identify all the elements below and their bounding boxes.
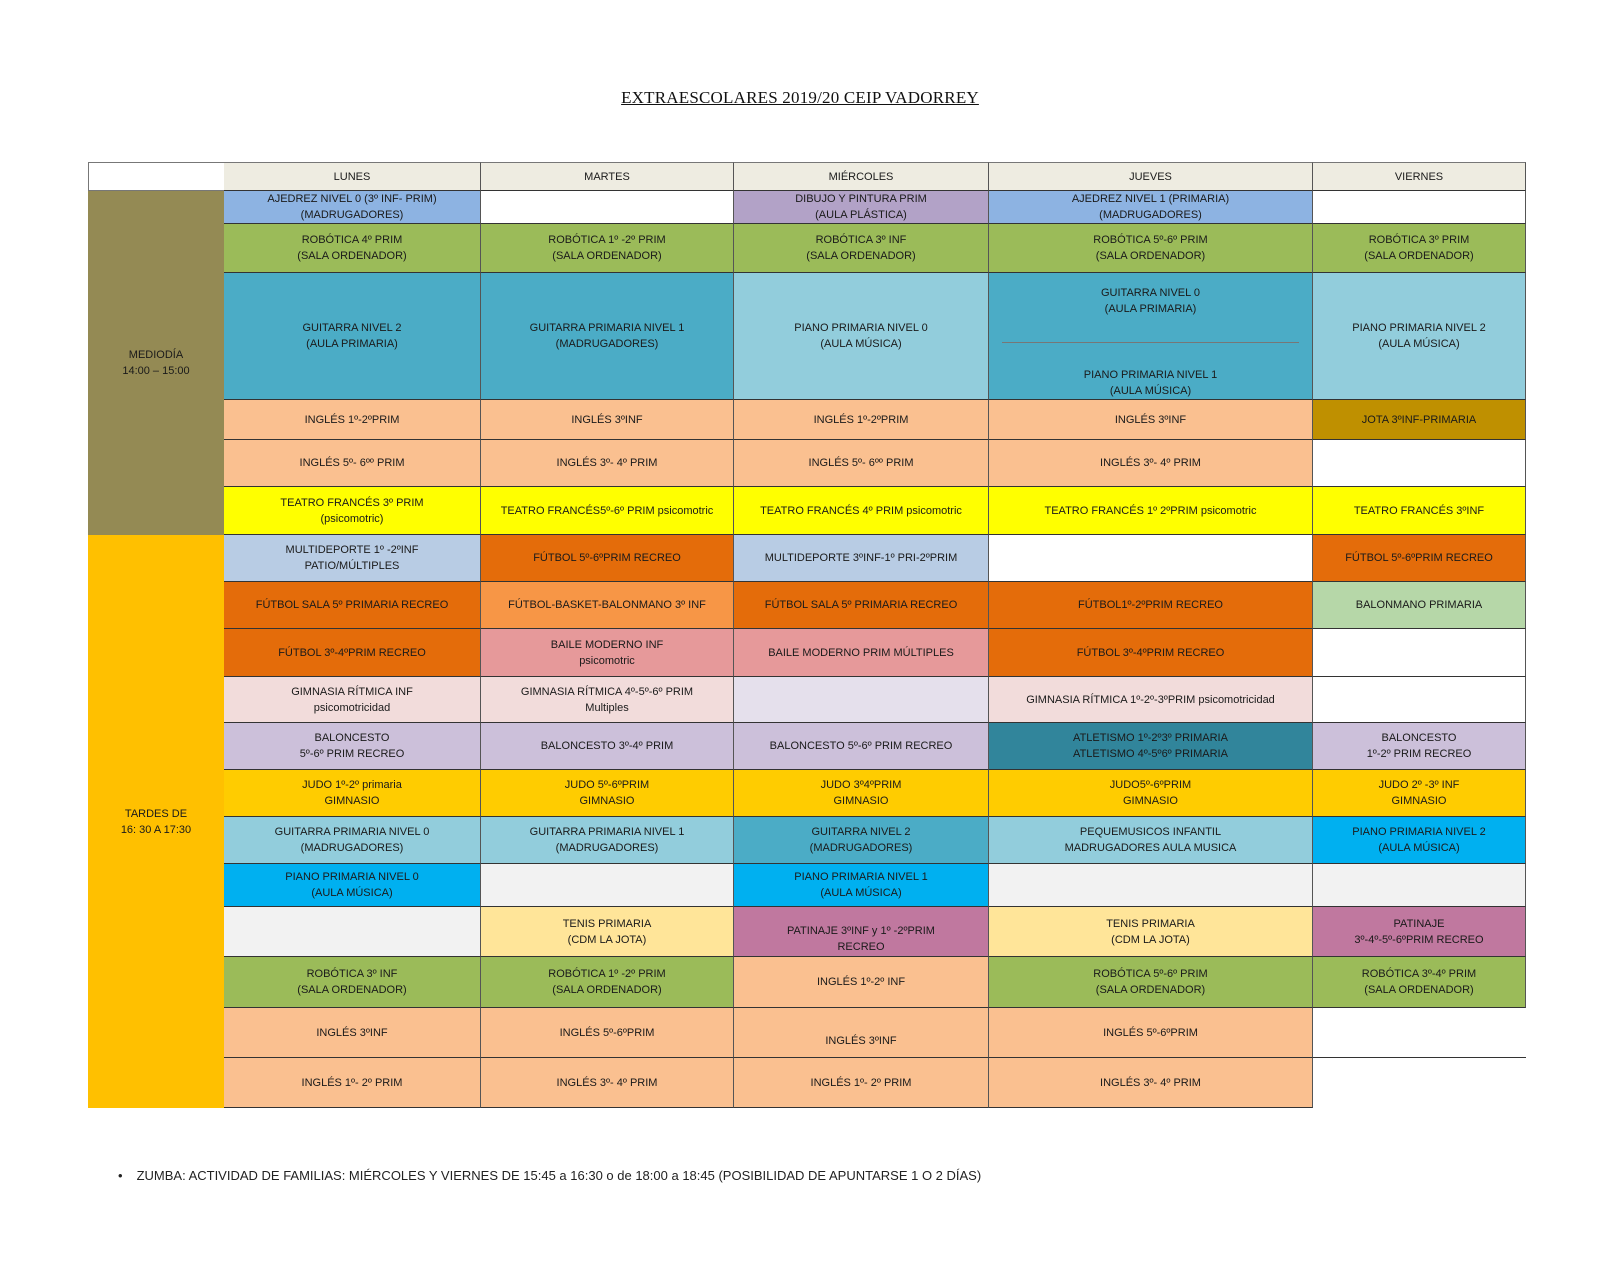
activity-text: BAILE MODERNO PRIM MÚLTIPLES xyxy=(768,646,954,659)
activity-text: ROBÓTICA 4º PRIM xyxy=(301,234,403,246)
activity-text: BALONMANO PRIMARIA xyxy=(1355,599,1483,611)
activity-cell xyxy=(481,629,734,677)
activity-cell xyxy=(224,677,481,723)
empty-cell xyxy=(224,907,481,957)
activity-cell xyxy=(481,487,734,535)
empty-cell xyxy=(1313,864,1526,907)
activity-cell xyxy=(989,273,1313,400)
activity-text: JUDO 2º -3º INF xyxy=(1378,779,1460,791)
activity-text: INGLÉS 5º- 6ºº PRIM xyxy=(808,457,914,469)
activity-text: INGLÉS 1º-2º INF xyxy=(816,976,906,988)
activity-text: INGLÉS 3º- 4º PRIM xyxy=(556,457,658,469)
activity-text: INGLÉS 3ºINF xyxy=(571,413,643,426)
activity-text: INGLÉS 3º- 4º PRIM xyxy=(556,1076,658,1089)
activity-text: GUITARRA PRIMARIA NIVEL 1 xyxy=(529,826,685,838)
activity-cell xyxy=(481,677,734,723)
activity-cell xyxy=(1313,817,1526,864)
divider xyxy=(1002,342,1298,343)
activity-text: GIMNASIA RÍTMICA INF xyxy=(291,685,413,698)
block-label-line: 14:00 – 15:00 xyxy=(122,365,190,377)
activity-cell xyxy=(989,907,1313,957)
activity-cell xyxy=(224,957,481,1008)
activity-cell xyxy=(734,907,989,957)
empty-cell xyxy=(989,864,1313,907)
activity-cell xyxy=(989,629,1313,677)
zumba-note: ZUMBA: ACTIVIDAD DE FAMILIAS: MIÉRCOLES Y VIERNES DE 15:45 a 16:30 o de 18:00 a 18:45 (POSIBILIDAD DE APUNTARSE 1 O 2 DÍAS) xyxy=(136,1168,982,1183)
activity-cell xyxy=(734,400,989,440)
activity-cell xyxy=(734,273,989,400)
block-label-line: 16: 30 A 17:30 xyxy=(120,823,192,836)
activity-text: JUDO5º-6ºPRIM xyxy=(1109,779,1192,791)
empty-cell xyxy=(1313,677,1526,723)
activity-text: (SALA ORDENADOR) xyxy=(552,250,662,262)
activity-cell xyxy=(734,191,989,224)
activity-cell xyxy=(734,629,989,677)
activity-cell xyxy=(224,224,481,273)
activity-text: FÚTBOL 5º-6ºPRIM RECREO xyxy=(533,552,681,564)
activity-cell xyxy=(734,723,989,770)
activity-text: PEQUEMUSICOS INFANTIL xyxy=(1079,826,1222,838)
activity-text: (AULA MÚSICA) xyxy=(311,887,393,899)
activity-text: ROBÓTICA 5º-6º PRIM xyxy=(1093,968,1208,980)
activity-text: (SALA ORDENADOR) xyxy=(1095,984,1206,996)
activity-text: (SALA ORDENADOR) xyxy=(1364,984,1474,996)
header-martes: MARTES xyxy=(481,162,734,191)
block-label-tardes xyxy=(88,535,224,1108)
activity-text: (AULA MÚSICA) xyxy=(1378,842,1460,854)
activity-text: ROBÓTICA 3º INF xyxy=(306,968,398,980)
activity-text: GIMNASIA RÍTMICA 1º-2º-3ºPRIM psicomotricidad xyxy=(1026,693,1275,706)
activity-text: INGLÉS 5º-6ºPRIM xyxy=(1103,1026,1198,1039)
activity-text: ROBÓTICA 3º INF xyxy=(815,234,907,246)
activity-cell xyxy=(734,817,989,864)
activity-text: FÚTBOL SALA 5º PRIMARIA RECREO xyxy=(255,599,449,611)
activity-text: BALONCESTO 3º-4º PRIM xyxy=(540,740,674,752)
activity-text: GUITARRA PRIMARIA NIVEL 1 xyxy=(529,322,685,334)
activity-text: INGLÉS 5º-6ºPRIM xyxy=(559,1026,655,1039)
activity-text: (MADRUGADORES) xyxy=(300,842,404,854)
activity-cell xyxy=(1313,535,1526,582)
activity-text: FÚTBOL 5º-6ºPRIM RECREO xyxy=(1345,552,1493,564)
activity-text: PATIO/MÚLTIPLES xyxy=(304,560,400,572)
activity-cell xyxy=(481,1008,734,1058)
activity-cell xyxy=(989,1058,1313,1108)
activity-text: TEATRO FRANCÉS 4º PRIM psicomotric xyxy=(760,504,962,517)
activity-cell xyxy=(734,864,989,907)
activity-text: AJEDREZ NIVEL 0 (3º INF- PRIM) xyxy=(267,193,437,205)
activity-text: BALONCESTO 5º-6º PRIM RECREO xyxy=(769,740,953,752)
activity-text: GIMNASIO xyxy=(324,795,380,807)
activity-text: psicomotricidad xyxy=(313,701,391,714)
header-jueves: JUEVES xyxy=(989,162,1313,191)
activity-text: (MADRUGADORES) xyxy=(555,338,659,350)
activity-cell xyxy=(481,770,734,817)
activity-text: BALONCESTO xyxy=(314,732,390,744)
activity-text: (MADRUGADORES) xyxy=(809,842,913,854)
activity-text: (AULA MÚSICA) xyxy=(1109,385,1192,397)
activity-cell xyxy=(481,1058,734,1108)
header-lunes: LUNES xyxy=(224,162,481,191)
activity-text: INGLÉS 3ºINF xyxy=(825,1034,897,1047)
activity-text: 1º-2º PRIM RECREO xyxy=(1366,748,1472,760)
activity-text: ROBÓTICA 3º PRIM xyxy=(1368,234,1470,246)
activity-text: TENIS PRIMARIA xyxy=(1106,917,1195,930)
empty-cell xyxy=(481,191,734,224)
activity-text: INGLÉS 5º- 6ºº PRIM xyxy=(299,457,405,469)
bullet-icon: • xyxy=(118,1168,123,1183)
activity-cell xyxy=(989,440,1313,487)
empty-cell xyxy=(1313,629,1526,677)
activity-cell xyxy=(481,273,734,400)
activity-text: (MADRUGADORES) xyxy=(555,842,659,854)
activity-text: JUDO 5º-6ºPRIM xyxy=(564,779,650,791)
activity-cell xyxy=(224,1008,481,1058)
activity-text: TEATRO FRANCÉS 3º PRIM xyxy=(280,496,424,509)
activity-text: (SALA ORDENADOR) xyxy=(806,250,916,262)
empty-cell xyxy=(734,677,989,723)
activity-text: (MADRUGADORES) xyxy=(1099,209,1202,221)
activity-text: (AULA MÚSICA) xyxy=(820,887,902,899)
activity-cell xyxy=(734,1058,989,1108)
activity-text: GUITARRA NIVEL 2 xyxy=(811,826,911,838)
activity-bottom xyxy=(1084,367,1217,399)
empty-cell xyxy=(481,864,734,907)
activity-text: GIMNASIA RÍTMICA 4º-5º-6º PRIM xyxy=(520,685,694,698)
activity-text: FÚTBOL-BASKET-BALONMANO 3º INF xyxy=(508,599,706,611)
activity-cell xyxy=(1313,273,1526,400)
activity-cell xyxy=(224,864,481,907)
activity-cell xyxy=(989,1008,1313,1058)
activity-cell xyxy=(224,535,481,582)
activity-text: PATINAJE xyxy=(1393,917,1445,930)
activity-cell xyxy=(481,907,734,957)
table-corner xyxy=(88,162,224,191)
empty-cell xyxy=(1313,191,1526,224)
empty-cell xyxy=(1313,1058,1526,1108)
activity-cell xyxy=(734,440,989,487)
activity-text: INGLÉS 3º- 4º PRIM xyxy=(1100,1076,1201,1089)
activity-text: INGLÉS 1º- 2º PRIM xyxy=(810,1076,912,1089)
activity-text: (SALA ORDENADOR) xyxy=(1095,250,1206,262)
activity-cell xyxy=(1313,907,1526,957)
activity-cell xyxy=(1313,957,1526,1008)
activity-cell xyxy=(481,440,734,487)
activity-cell xyxy=(1313,582,1526,629)
activity-cell xyxy=(1313,487,1526,535)
activity-text: PATINAJE 3ºINF y 1º -2ºPRIM xyxy=(787,925,935,937)
activity-cell xyxy=(481,535,734,582)
activity-text: GUITARRA PRIMARIA NIVEL 0 xyxy=(274,826,430,838)
activity-text: AJEDREZ NIVEL 1 (PRIMARIA) xyxy=(1071,193,1230,205)
activity-text: ROBÓTICA 3º-4º PRIM xyxy=(1361,968,1477,980)
activity-text: (psicomotric) xyxy=(320,512,384,525)
activity-text: ROBÓTICA 1º -2º PRIM xyxy=(548,234,666,246)
activity-cell xyxy=(1313,400,1526,440)
activity-cell xyxy=(224,770,481,817)
activity-cell xyxy=(224,487,481,535)
activity-text: INGLÉS 3ºINF xyxy=(316,1026,388,1039)
activity-text: JUDO 3º4ºPRIM xyxy=(820,779,902,791)
block-label-mediodia xyxy=(88,191,224,535)
activity-text: INGLÉS 1º-2ºPRIM xyxy=(813,413,909,426)
activity-cell xyxy=(989,224,1313,273)
activity-text: TEATRO FRANCÉS 3ºINF xyxy=(1353,504,1485,517)
activity-text: MULTIDEPORTE 1º -2ºINF xyxy=(285,544,419,556)
activity-text: 5º-6º PRIM RECREO xyxy=(299,748,405,760)
activity-text: JOTA 3ºINF-PRIMARIA xyxy=(1361,413,1477,426)
empty-cell xyxy=(989,535,1313,582)
activity-cell xyxy=(1313,723,1526,770)
activity-cell xyxy=(481,723,734,770)
activity-text: (AULA PRIMARIA) xyxy=(1104,303,1197,315)
activity-text: BALONCESTO xyxy=(1381,732,1457,744)
activity-text: (CDM LA JOTA) xyxy=(1111,933,1190,946)
activity-text: GIMNASIO xyxy=(1122,795,1178,807)
activity-text: RECREO xyxy=(837,941,885,953)
activity-text: BAILE MODERNO INF xyxy=(550,638,664,651)
activity-text: FÚTBOL1º-2ºPRIM RECREO xyxy=(1078,599,1223,611)
activity-text: MULTIDEPORTE 3ºINF-1º PRI-2ºPRIM xyxy=(764,552,958,564)
activity-text: FÚTBOL 3º-4ºPRIM RECREO xyxy=(278,646,426,659)
activity-cell xyxy=(734,1008,989,1058)
activity-text: 3º-4º-5º-6ºPRIM RECREO xyxy=(1354,933,1484,946)
activity-text: INGLÉS 1º- 2º PRIM xyxy=(301,1076,403,1089)
activity-text: ROBÓTICA 1º -2º PRIM xyxy=(548,968,666,980)
activity-text: JUDO 1º-2º primaria xyxy=(302,779,402,791)
activity-text: psicomotric xyxy=(579,654,635,667)
activity-cell xyxy=(989,400,1313,440)
activity-cell xyxy=(224,582,481,629)
activity-cell xyxy=(734,487,989,535)
activity-text: (AULA PRIMARIA) xyxy=(306,338,398,350)
activity-text: (SALA ORDENADOR) xyxy=(297,984,407,996)
activity-text: TEATRO FRANCÉS5º-6º PRIM psicomotric xyxy=(500,504,714,517)
activity-cell xyxy=(481,582,734,629)
activity-cell xyxy=(734,770,989,817)
page-title: EXTRAESCOLARES 2019/20 CEIP VADORREY xyxy=(621,88,979,107)
activity-cell xyxy=(989,582,1313,629)
activity-cell xyxy=(224,273,481,400)
empty-cell xyxy=(1313,440,1526,487)
activity-text: INGLÉS 3º- 4º PRIM xyxy=(1100,457,1201,469)
activity-text: GIMNASIO xyxy=(833,795,889,807)
activity-text: GUITARRA NIVEL 0 xyxy=(1100,287,1201,299)
activity-text: PIANO PRIMARIA NIVEL 2 xyxy=(1352,322,1486,334)
activity-cell xyxy=(224,817,481,864)
block-label-line: MEDIODÍA xyxy=(128,349,184,361)
schedule-table xyxy=(88,162,1526,1108)
activity-cell xyxy=(989,487,1313,535)
activity-cell xyxy=(989,677,1313,723)
activity-text: (MADRUGADORES) xyxy=(300,209,404,221)
header-viernes: VIERNES xyxy=(1313,162,1526,191)
activity-text: (SALA ORDENADOR) xyxy=(297,250,407,262)
activity-text: FÚTBOL 3º-4ºPRIM RECREO xyxy=(1076,646,1225,659)
activity-text: (AULA MÚSICA) xyxy=(1378,338,1460,350)
activity-cell xyxy=(224,191,481,224)
activity-text: (AULA PLÁSTICA) xyxy=(815,209,907,221)
activity-text: PIANO PRIMARIA NIVEL 0 xyxy=(285,871,419,883)
activity-text: INGLÉS 1º-2ºPRIM xyxy=(304,413,400,426)
activity-text: TEATRO FRANCÉS 1º 2ºPRIM psicomotric xyxy=(1044,504,1257,517)
activity-top xyxy=(1101,285,1200,317)
empty-cell xyxy=(1313,1008,1526,1058)
activity-text: (AULA MÚSICA) xyxy=(820,338,902,350)
activity-cell xyxy=(224,1058,481,1108)
activity-text: PIANO PRIMARIA NIVEL 1 xyxy=(1083,369,1218,381)
activity-text: (SALA ORDENADOR) xyxy=(552,984,662,996)
footer-note xyxy=(118,1168,981,1183)
activity-cell xyxy=(1313,224,1526,273)
activity-cell xyxy=(481,224,734,273)
activity-text: ROBÓTICA 5º-6º PRIM xyxy=(1093,234,1208,246)
activity-cell xyxy=(481,400,734,440)
activity-cell xyxy=(734,957,989,1008)
activity-text: DIBUJO Y PINTURA PRIM xyxy=(795,193,927,205)
activity-text: ATLETISMO 1º-2º3º PRIMARIA xyxy=(1073,732,1228,744)
activity-cell xyxy=(481,957,734,1008)
activity-text: GUITARRA NIVEL 2 xyxy=(302,322,402,334)
activity-cell xyxy=(481,817,734,864)
activity-cell xyxy=(224,400,481,440)
activity-text: PIANO PRIMARIA NIVEL 2 xyxy=(1352,826,1486,838)
header-miercoles: MIÉRCOLES xyxy=(734,162,989,191)
activity-cell xyxy=(224,629,481,677)
activity-text: FÚTBOL SALA 5º PRIMARIA RECREO xyxy=(764,599,958,611)
activity-text: GIMNASIO xyxy=(1391,795,1447,807)
activity-cell xyxy=(989,957,1313,1008)
activity-cell xyxy=(224,723,481,770)
activity-cell xyxy=(734,224,989,273)
activity-text: INGLÉS 3ºINF xyxy=(1114,413,1187,426)
block-label-line: TARDES DE xyxy=(124,807,188,820)
activity-cell xyxy=(224,440,481,487)
activity-text: Multiples xyxy=(585,701,629,714)
activity-cell xyxy=(734,582,989,629)
activity-cell xyxy=(989,817,1313,864)
activity-cell xyxy=(734,535,989,582)
activity-cell xyxy=(989,191,1313,224)
activity-text: (CDM LA JOTA) xyxy=(567,933,647,946)
activity-text: MADRUGADORES AULA MUSICA xyxy=(1064,842,1237,854)
activity-cell xyxy=(1313,770,1526,817)
activity-text: PIANO PRIMARIA NIVEL 0 xyxy=(794,322,928,334)
activity-cell xyxy=(989,723,1313,770)
activity-text: TENIS PRIMARIA xyxy=(562,917,652,930)
activity-text: PIANO PRIMARIA NIVEL 1 xyxy=(794,871,928,883)
activity-text: ATLETISMO 4º-5º6º PRIMARIA xyxy=(1073,748,1228,760)
activity-text: GIMNASIO xyxy=(579,795,635,807)
activity-text: (SALA ORDENADOR) xyxy=(1364,250,1474,262)
activity-cell xyxy=(989,770,1313,817)
